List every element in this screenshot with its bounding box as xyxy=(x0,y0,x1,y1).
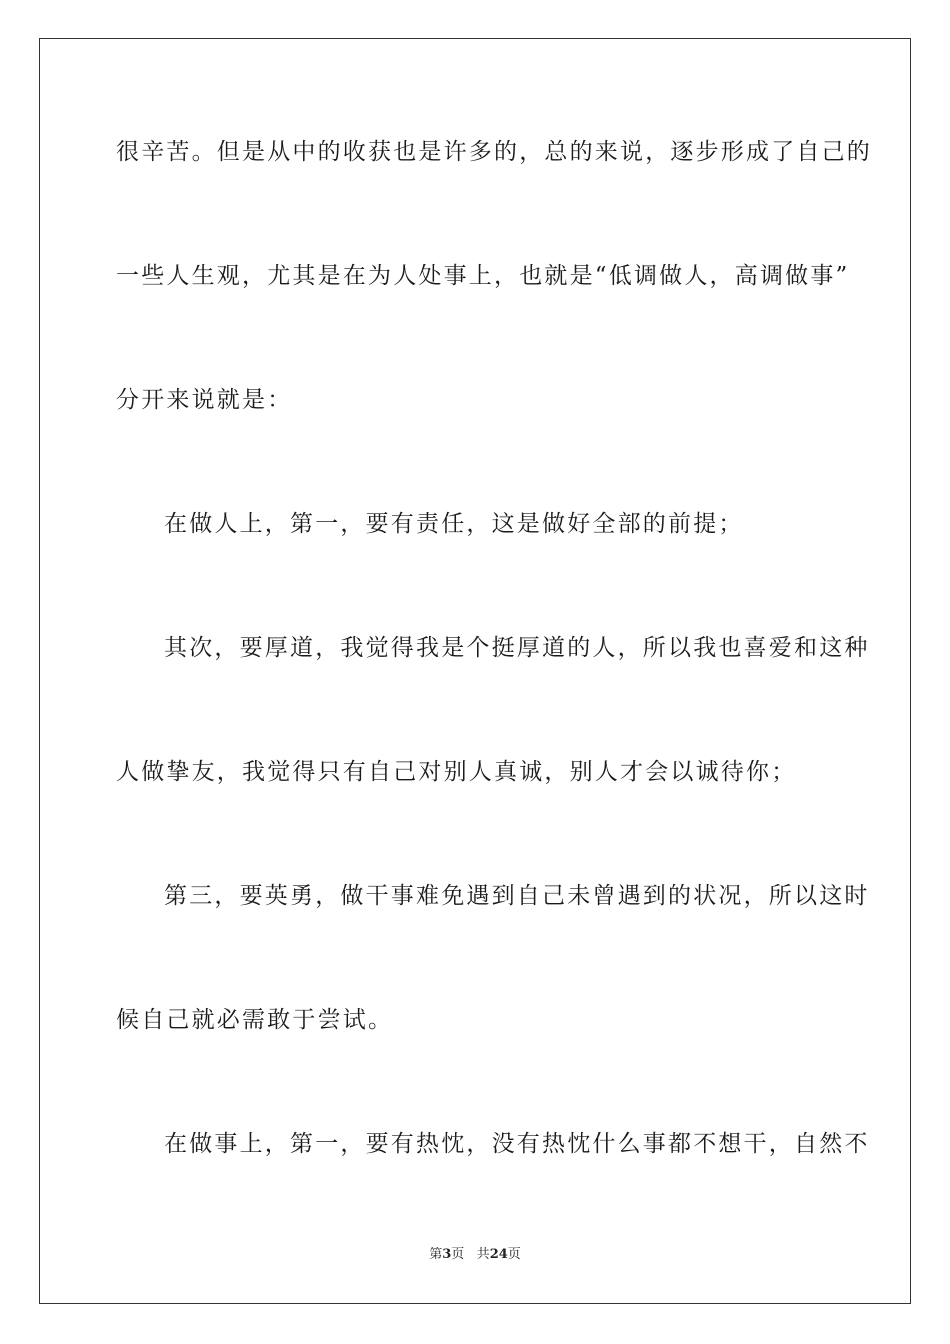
page-footer xyxy=(0,1246,950,1264)
body-line-5: 其次，要厚道，我觉得我是个挺厚道的人，所以我也喜爱和这种 xyxy=(164,635,870,661)
page-label-prefix: 第 xyxy=(429,1247,443,1262)
page-number: 3 xyxy=(442,1247,452,1262)
body-line-6: 人做挚友，我觉得只有自己对别人真诚，别人才会以诚待你； xyxy=(116,759,797,785)
page-border xyxy=(39,38,911,1304)
total-label-prefix: 共 xyxy=(476,1247,490,1262)
body-line-2: 一些人生观，尤其是在为人处事上，也就是“低调做人，高调做事” xyxy=(116,263,850,289)
total-pages: 24 xyxy=(489,1247,508,1262)
body-line-3: 分开来说就是： xyxy=(116,387,293,413)
body-line-1: 很辛苦。但是从中的收获也是许多的，总的来说，逐步形成了自己的 xyxy=(116,139,872,165)
body-line-8: 候自己就必需敢于尝试。 xyxy=(116,1007,394,1033)
total-label-suffix: 页 xyxy=(507,1247,521,1262)
body-line-4: 在做人上，第一，要有责任，这是做好全部的前提； xyxy=(164,511,744,537)
page-label-suffix: 页 xyxy=(451,1247,465,1262)
body-line-7: 第三，要英勇，做干事难免遇到自己未曾遇到的状况，所以这时 xyxy=(164,883,870,909)
body-line-9: 在做事上，第一，要有热忱，没有热忱什么事都不想干，自然不 xyxy=(164,1131,870,1157)
